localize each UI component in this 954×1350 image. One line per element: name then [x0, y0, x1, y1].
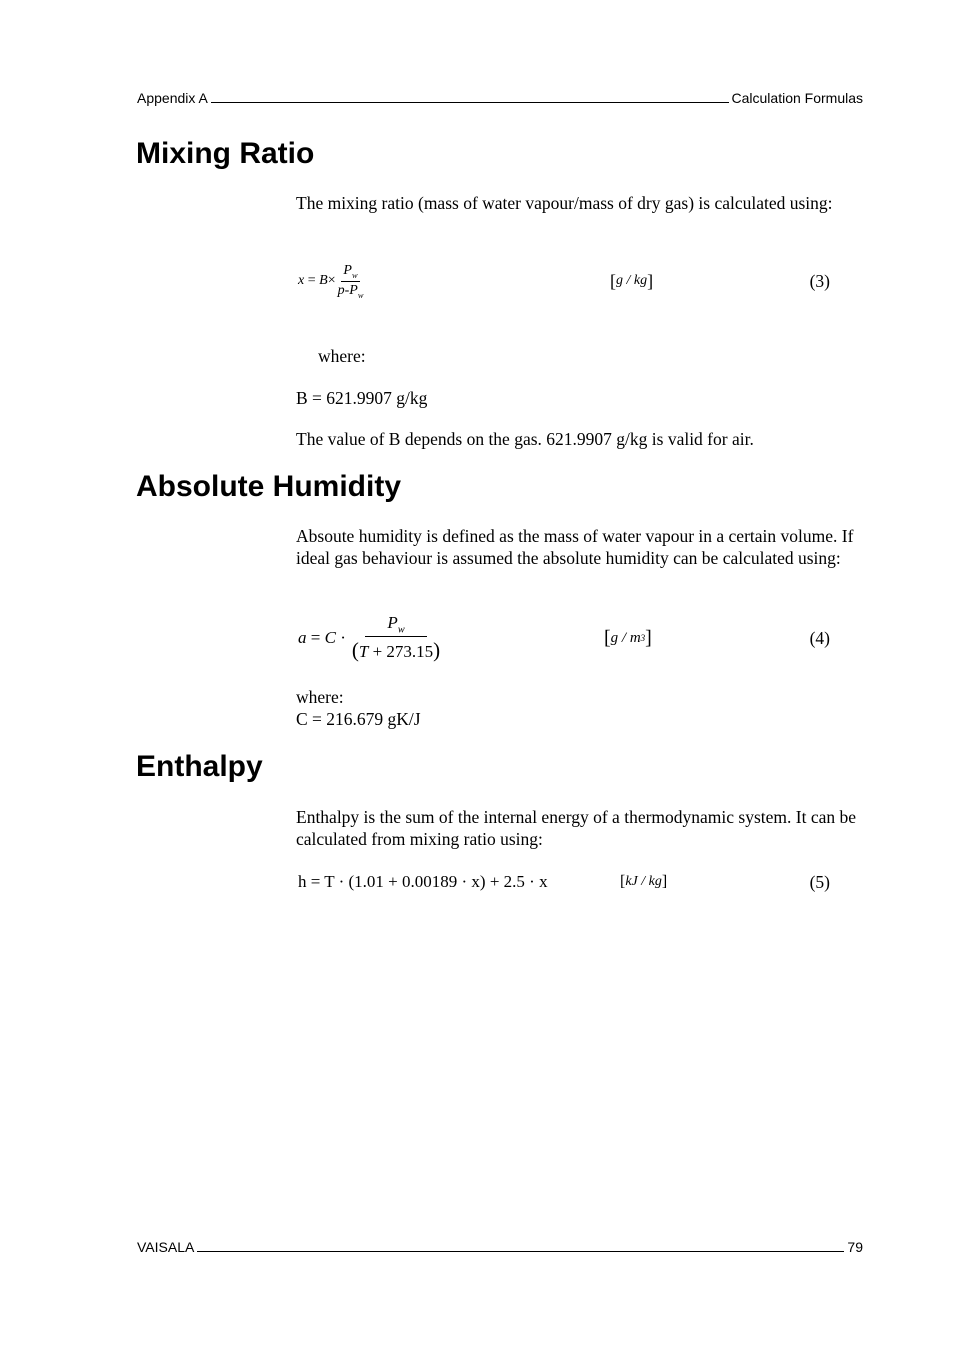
enthalpy-unit: [ kJ / kg ]: [620, 873, 668, 890]
enthalpy-intro: Enthalpy is the sum of the internal energy of a thermodynamic system. It can be calculated from mixing ratio using:: [296, 807, 857, 849]
running-footer: [137, 1239, 863, 1255]
mixing-ratio-note: The value of B depends on the gas. 621.9907 g/kg is valid for air.: [296, 429, 754, 449]
header-rule: [211, 90, 729, 103]
constant-b: B = 621.9907 g/kg: [296, 388, 428, 408]
footer-rule: [197, 1239, 844, 1252]
absolute-humidity-unit: [ g / m 3 ]: [604, 626, 652, 649]
constant-c: C = 216.679 gK/J: [296, 709, 421, 729]
formula-enthalpy: [296, 857, 836, 907]
formula-mixing-ratio: [296, 256, 836, 306]
enthalpy-expression: h = T · (1.01 + 0.00189 · x) + 2.5 · x: [298, 872, 548, 891]
mixing-ratio-expression: x = B × $\frac{P_w}{p-P_w}$: [298, 262, 364, 300]
mixing-ratio-where: where:: [318, 346, 366, 366]
absolute-humidity-intro: Absoute humidity is defined as the mass of water vapour in a certain volume. If ideal gas behaviour is assumed the absolute humidity can be calculated using:: [296, 526, 854, 568]
mixing-ratio-intro: The mixing ratio (mass of water vapour/mass of dry gas) is calculated using:: [296, 193, 833, 213]
absolute-humidity-where: where:: [296, 687, 344, 707]
running-header: [137, 90, 863, 106]
equation-number-4: (4): [809, 627, 830, 648]
header-left: Appendix A: [137, 90, 208, 106]
absolute-humidity-fraction: $\frac{P_w}{(T + 273.15)}$: [351, 612, 441, 663]
mixing-ratio-unit: [ g / kg ]: [610, 270, 654, 291]
section-title-mixing-ratio: Mixing Ratio: [136, 137, 315, 170]
mixing-ratio-fraction: $\frac{P_w}{p-P_w}$: [337, 262, 364, 300]
absolute-humidity-expression: a = C · $\frac{P_w}{(T + 273.15)}$: [298, 612, 441, 663]
equation-number-5: (5): [809, 871, 830, 892]
equation-number-3: (3): [809, 270, 830, 291]
section-title-absolute-humidity: Absolute Humidity: [136, 470, 402, 503]
page-number: 79: [847, 1239, 863, 1255]
header-right: Calculation Formulas: [731, 90, 863, 106]
formula-absolute-humidity: [296, 613, 836, 663]
section-title-enthalpy: Enthalpy: [136, 750, 263, 783]
footer-left: VAISALA: [137, 1239, 195, 1255]
